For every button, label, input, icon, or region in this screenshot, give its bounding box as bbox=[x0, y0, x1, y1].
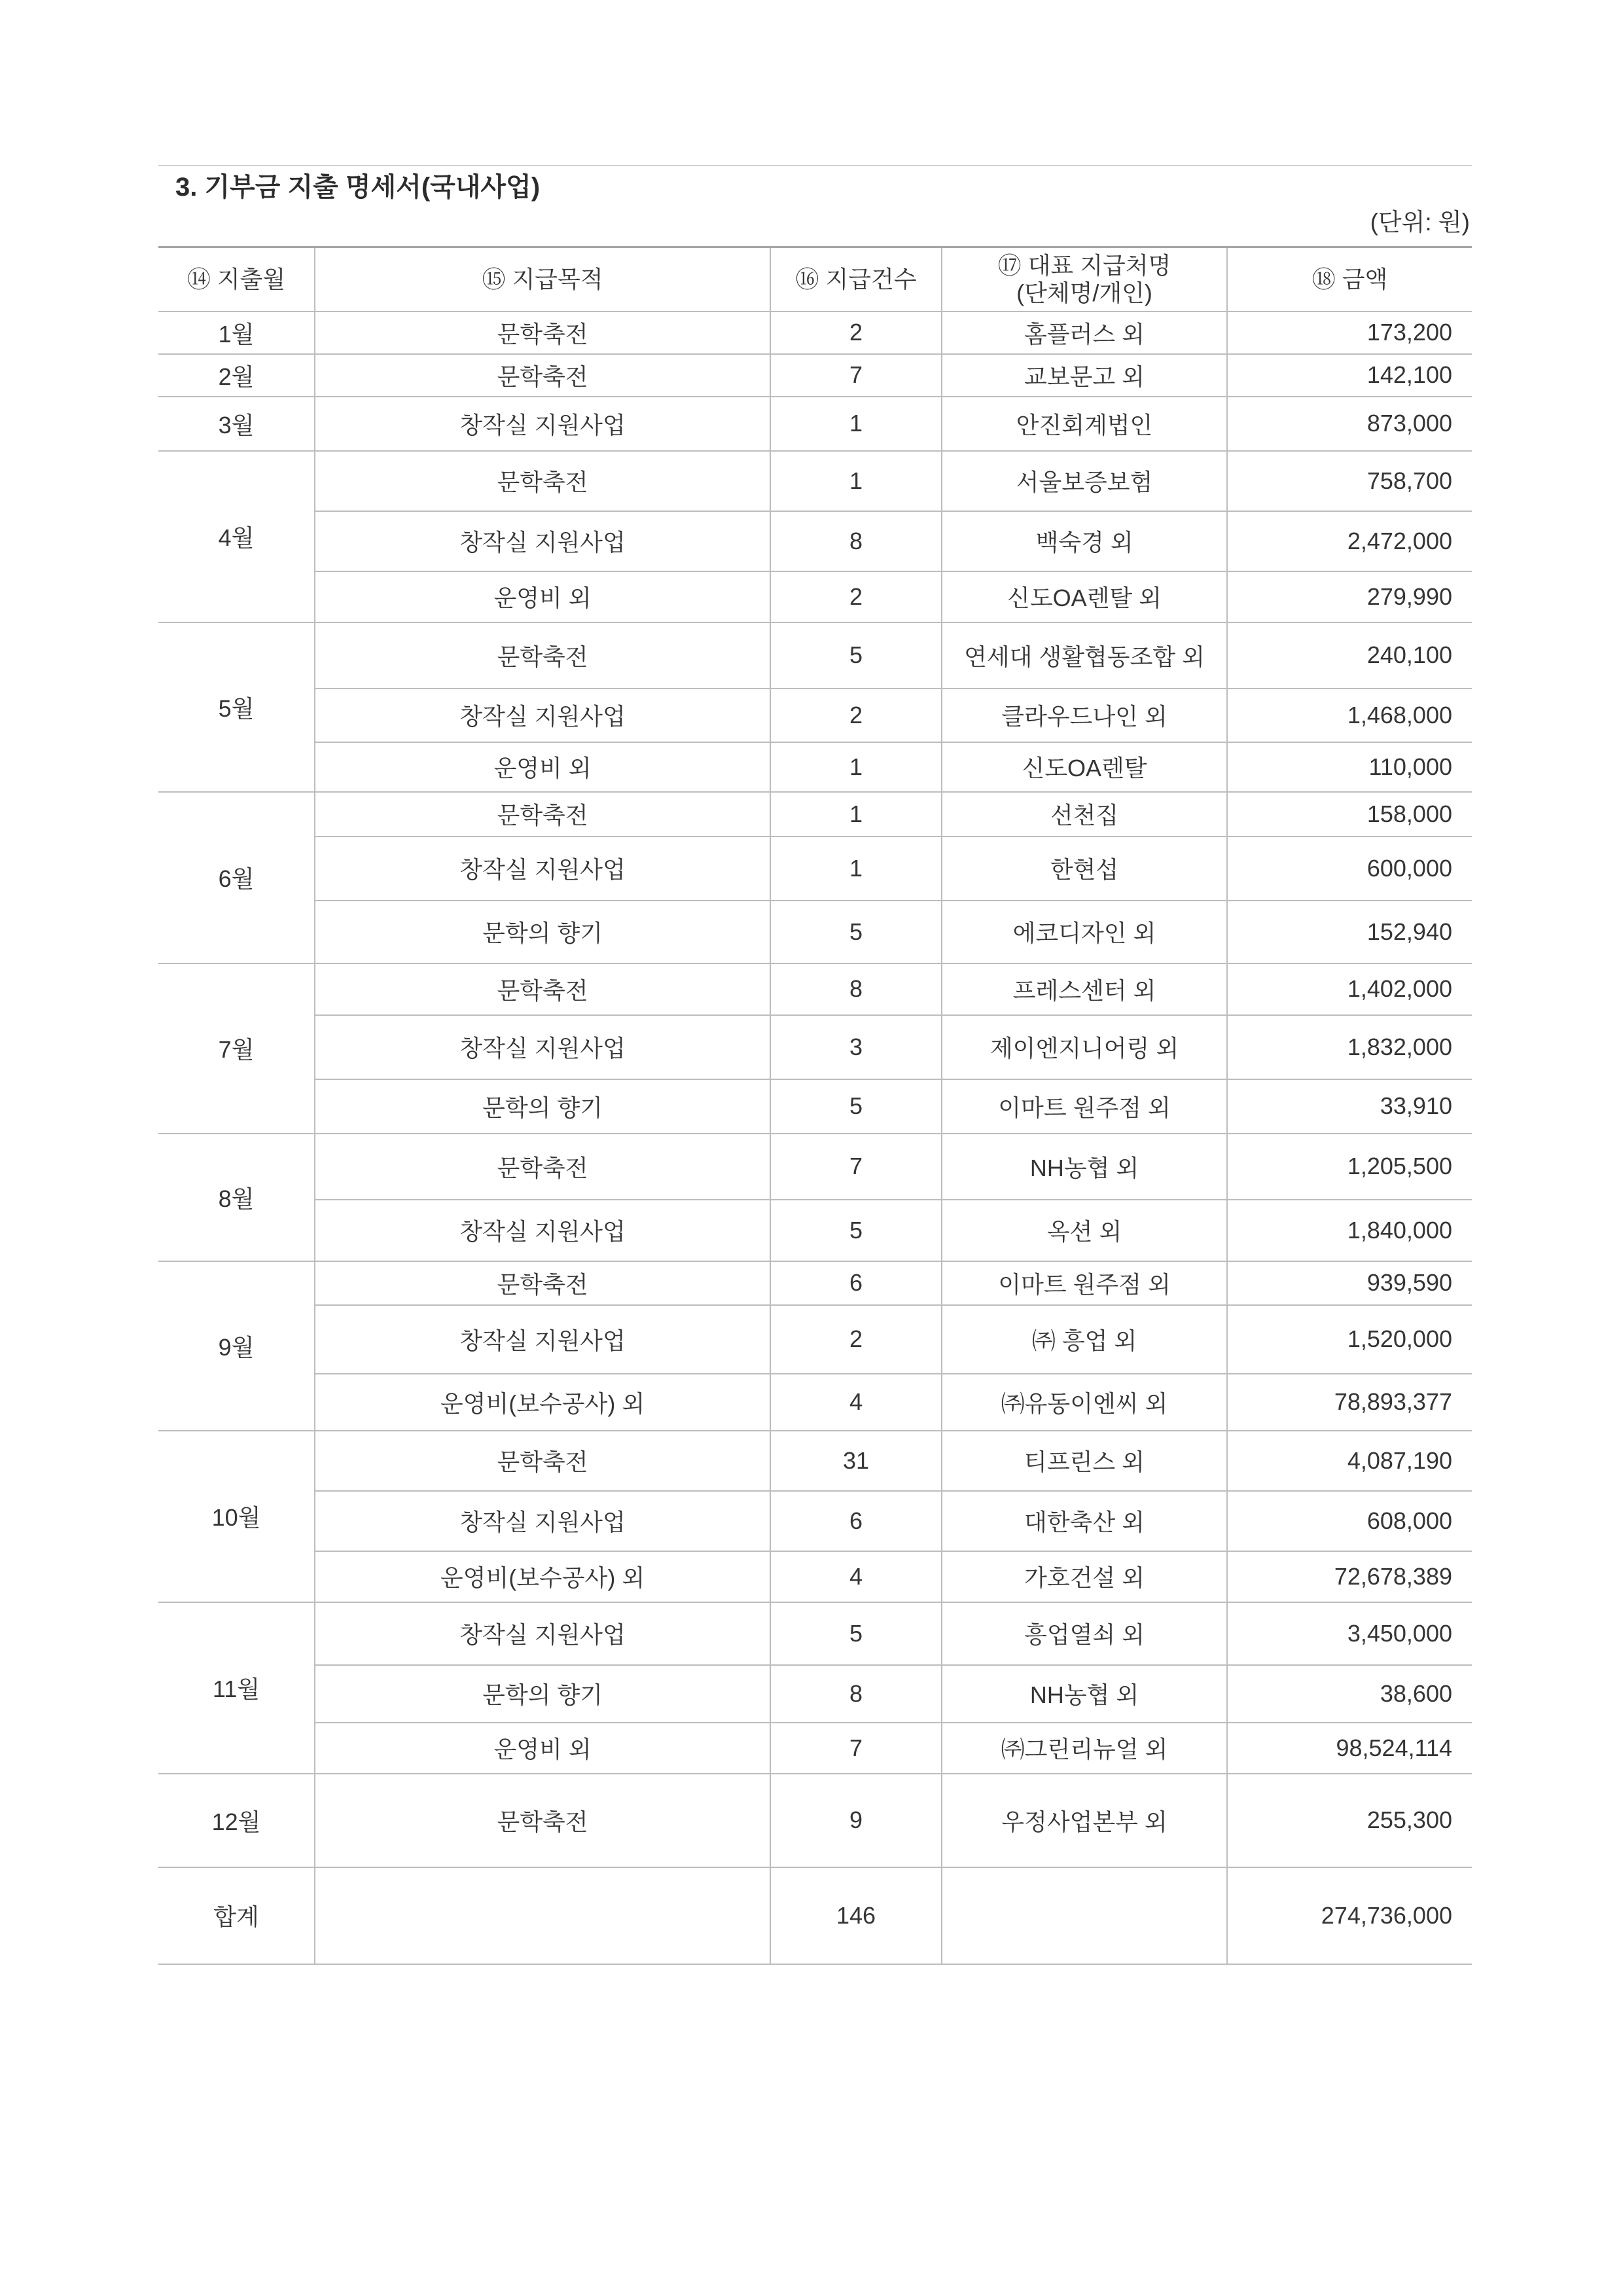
purpose-cell: 창작실 지원사업 bbox=[315, 836, 770, 901]
month-cell: 3월 bbox=[158, 397, 315, 451]
amount-cell: 873,000 bbox=[1227, 397, 1472, 451]
section-title: 3. 기부금 지출 명세서(국내사업) bbox=[175, 173, 541, 202]
month-cell: 12월 bbox=[158, 1774, 315, 1867]
amount-cell: 98,524,114 bbox=[1227, 1723, 1472, 1774]
count-cell: 2 bbox=[770, 571, 942, 622]
payee-cell: ㈜유동이엔씨 외 bbox=[942, 1374, 1227, 1431]
payee-cell: 옥션 외 bbox=[942, 1200, 1227, 1261]
payee-cell: 티프린스 외 bbox=[942, 1431, 1227, 1491]
amount-cell: 939,590 bbox=[1227, 1261, 1472, 1305]
count-cell: 5 bbox=[770, 1079, 942, 1134]
payee-cell: 신도OA렌탈 bbox=[942, 742, 1227, 792]
table-row bbox=[158, 451, 1472, 511]
table-body bbox=[158, 312, 1472, 1867]
payee-cell: 클라우드나인 외 bbox=[942, 689, 1227, 742]
table-row bbox=[158, 312, 1472, 354]
table-row bbox=[158, 571, 1472, 622]
count-cell: 8 bbox=[770, 963, 942, 1015]
amount-cell: 1,205,500 bbox=[1227, 1134, 1472, 1200]
table-row bbox=[158, 1774, 1472, 1867]
amount-cell: 1,402,000 bbox=[1227, 963, 1472, 1015]
payee-cell: 이마트 원주점 외 bbox=[942, 1079, 1227, 1134]
purpose-cell: 창작실 지원사업 bbox=[315, 511, 770, 571]
count-cell: 8 bbox=[770, 511, 942, 571]
month-cell: 6월 bbox=[158, 792, 315, 963]
purpose-cell: 문학축전 bbox=[315, 1134, 770, 1200]
payee-cell: 한현섭 bbox=[942, 836, 1227, 901]
count-cell: 2 bbox=[770, 1305, 942, 1374]
total-count: 146 bbox=[770, 1867, 942, 1964]
table-row bbox=[158, 622, 1472, 689]
table-row bbox=[158, 792, 1472, 836]
payee-cell: 에코디자인 외 bbox=[942, 901, 1227, 963]
payee-cell: 프레스센터 외 bbox=[942, 963, 1227, 1015]
amount-cell: 110,000 bbox=[1227, 742, 1472, 792]
payee-cell: 안진회계법인 bbox=[942, 397, 1227, 451]
payee-cell: 서울보증보험 bbox=[942, 451, 1227, 511]
count-cell: 5 bbox=[770, 1602, 942, 1665]
month-cell: 10월 bbox=[158, 1431, 315, 1602]
purpose-cell: 문학축전 bbox=[315, 354, 770, 397]
count-cell: 8 bbox=[770, 1665, 942, 1723]
table-row bbox=[158, 1134, 1472, 1200]
table-row bbox=[158, 836, 1472, 901]
header-count: ⑯ 지급건수 bbox=[770, 247, 942, 312]
count-cell: 2 bbox=[770, 312, 942, 354]
total-payee-cell bbox=[942, 1867, 1227, 1964]
amount-cell: 608,000 bbox=[1227, 1491, 1472, 1551]
table-row bbox=[158, 901, 1472, 963]
purpose-cell: 운영비(보수공사) 외 bbox=[315, 1551, 770, 1602]
table-row bbox=[158, 1665, 1472, 1723]
month-cell: 1월 bbox=[158, 312, 315, 354]
purpose-cell: 창작실 지원사업 bbox=[315, 397, 770, 451]
month-cell: 11월 bbox=[158, 1602, 315, 1774]
header-payee bbox=[942, 247, 1227, 312]
table-row bbox=[158, 397, 1472, 451]
purpose-cell: 문학축전 bbox=[315, 792, 770, 836]
amount-cell: 152,940 bbox=[1227, 901, 1472, 963]
purpose-cell: 문학의 향기 bbox=[315, 1665, 770, 1723]
table-row bbox=[158, 742, 1472, 792]
purpose-cell: 운영비 외 bbox=[315, 571, 770, 622]
payee-cell: 연세대 생활협동조합 외 bbox=[942, 622, 1227, 689]
month-cell: 8월 bbox=[158, 1134, 315, 1261]
table-row bbox=[158, 1374, 1472, 1431]
amount-cell: 758,700 bbox=[1227, 451, 1472, 511]
payee-cell: 우정사업본부 외 bbox=[942, 1774, 1227, 1867]
amount-cell: 1,840,000 bbox=[1227, 1200, 1472, 1261]
count-cell: 3 bbox=[770, 1015, 942, 1079]
header-amount: ⑱ 금액 bbox=[1227, 247, 1472, 312]
amount-cell: 33,910 bbox=[1227, 1079, 1472, 1134]
purpose-cell: 문학축전 bbox=[315, 963, 770, 1015]
count-cell: 1 bbox=[770, 451, 942, 511]
purpose-cell: 운영비 외 bbox=[315, 742, 770, 792]
amount-cell: 142,100 bbox=[1227, 354, 1472, 397]
purpose-cell: 운영비(보수공사) 외 bbox=[315, 1374, 770, 1431]
purpose-cell: 창작실 지원사업 bbox=[315, 1305, 770, 1374]
table-row bbox=[158, 1723, 1472, 1774]
table-row bbox=[158, 511, 1472, 571]
count-cell: 4 bbox=[770, 1374, 942, 1431]
count-cell: 7 bbox=[770, 354, 942, 397]
payee-cell: 가호건설 외 bbox=[942, 1551, 1227, 1602]
payee-cell: 이마트 원주점 외 bbox=[942, 1261, 1227, 1305]
month-cell: 7월 bbox=[158, 963, 315, 1134]
payee-cell: 교보문고 외 bbox=[942, 354, 1227, 397]
table-row bbox=[158, 1431, 1472, 1491]
top-divider bbox=[158, 165, 1472, 166]
count-cell: 6 bbox=[770, 1491, 942, 1551]
amount-cell: 3,450,000 bbox=[1227, 1602, 1472, 1665]
count-cell: 2 bbox=[770, 689, 942, 742]
purpose-cell: 창작실 지원사업 bbox=[315, 1602, 770, 1665]
table-row bbox=[158, 963, 1472, 1015]
purpose-cell: 창작실 지원사업 bbox=[315, 1200, 770, 1261]
header-row bbox=[158, 247, 1472, 312]
payee-cell: 홈플러스 외 bbox=[942, 312, 1227, 354]
payee-cell: NH농협 외 bbox=[942, 1665, 1227, 1723]
count-cell: 7 bbox=[770, 1134, 942, 1200]
month-cell: 9월 bbox=[158, 1261, 315, 1431]
table-row bbox=[158, 1261, 1472, 1305]
purpose-cell: 문학의 향기 bbox=[315, 901, 770, 963]
count-cell: 5 bbox=[770, 901, 942, 963]
table-row bbox=[158, 1491, 1472, 1551]
total-purpose-cell bbox=[315, 1867, 770, 1964]
table-row bbox=[158, 354, 1472, 397]
header-month: ⑭ 지출월 bbox=[158, 247, 315, 312]
table-row bbox=[158, 1079, 1472, 1134]
table-footer bbox=[158, 1867, 1472, 1964]
payee-cell: 백숙경 외 bbox=[942, 511, 1227, 571]
payee-cell: 신도OA렌탈 외 bbox=[942, 571, 1227, 622]
count-cell: 4 bbox=[770, 1551, 942, 1602]
table-row bbox=[158, 1305, 1472, 1374]
count-cell: 1 bbox=[770, 792, 942, 836]
count-cell: 5 bbox=[770, 1200, 942, 1261]
purpose-cell: 문학축전 bbox=[315, 1431, 770, 1491]
month-cell: 2월 bbox=[158, 354, 315, 397]
amount-cell: 1,468,000 bbox=[1227, 689, 1472, 742]
month-cell: 4월 bbox=[158, 451, 315, 622]
purpose-cell: 창작실 지원사업 bbox=[315, 1015, 770, 1079]
payee-cell: 흥업열쇠 외 bbox=[942, 1602, 1227, 1665]
purpose-cell: 창작실 지원사업 bbox=[315, 689, 770, 742]
purpose-cell: 창작실 지원사업 bbox=[315, 1491, 770, 1551]
purpose-cell: 문학축전 bbox=[315, 1774, 770, 1867]
payee-cell: ㈜ 흥업 외 bbox=[942, 1305, 1227, 1374]
table-row bbox=[158, 1551, 1472, 1602]
purpose-cell: 문학축전 bbox=[315, 451, 770, 511]
purpose-cell: 문학축전 bbox=[315, 1261, 770, 1305]
total-label: 합계 bbox=[158, 1867, 315, 1964]
amount-cell: 173,200 bbox=[1227, 312, 1472, 354]
header-payee-subtitle: (단체명/개인) bbox=[1016, 279, 1152, 306]
expenditure-table bbox=[158, 246, 1472, 1965]
header-purpose: ⑮ 지급목적 bbox=[315, 247, 770, 312]
amount-cell: 240,100 bbox=[1227, 622, 1472, 689]
amount-cell: 1,520,000 bbox=[1227, 1305, 1472, 1374]
amount-cell: 279,990 bbox=[1227, 571, 1472, 622]
count-cell: 5 bbox=[770, 622, 942, 689]
count-cell: 9 bbox=[770, 1774, 942, 1867]
payee-cell: 대한축산 외 bbox=[942, 1491, 1227, 1551]
purpose-cell: 운영비 외 bbox=[315, 1723, 770, 1774]
count-cell: 1 bbox=[770, 836, 942, 901]
table-row bbox=[158, 1015, 1472, 1079]
amount-cell: 255,300 bbox=[1227, 1774, 1472, 1867]
amount-cell: 158,000 bbox=[1227, 792, 1472, 836]
purpose-cell: 문학축전 bbox=[315, 622, 770, 689]
amount-cell: 38,600 bbox=[1227, 1665, 1472, 1723]
purpose-cell: 문학의 향기 bbox=[315, 1079, 770, 1134]
amount-cell: 1,832,000 bbox=[1227, 1015, 1472, 1079]
payee-cell: 제이엔지니어링 외 bbox=[942, 1015, 1227, 1079]
purpose-cell: 문학축전 bbox=[315, 312, 770, 354]
amount-cell: 600,000 bbox=[1227, 836, 1472, 901]
header-payee-title: ⑰ 대표 지급처명 bbox=[997, 251, 1171, 279]
table-row bbox=[158, 1200, 1472, 1261]
payee-cell: NH농협 외 bbox=[942, 1134, 1227, 1200]
table-header bbox=[158, 247, 1472, 312]
total-row bbox=[158, 1867, 1472, 1964]
amount-cell: 72,678,389 bbox=[1227, 1551, 1472, 1602]
payee-cell: 선천집 bbox=[942, 792, 1227, 836]
count-cell: 31 bbox=[770, 1431, 942, 1491]
unit-label: (단위: 원) bbox=[1370, 209, 1470, 236]
count-cell: 1 bbox=[770, 742, 942, 792]
count-cell: 1 bbox=[770, 397, 942, 451]
table-row bbox=[158, 689, 1472, 742]
month-cell: 5월 bbox=[158, 622, 315, 792]
total-amount: 274,736,000 bbox=[1227, 1867, 1472, 1964]
count-cell: 6 bbox=[770, 1261, 942, 1305]
payee-cell: ㈜그린리뉴얼 외 bbox=[942, 1723, 1227, 1774]
amount-cell: 78,893,377 bbox=[1227, 1374, 1472, 1431]
amount-cell: 4,087,190 bbox=[1227, 1431, 1472, 1491]
table-row bbox=[158, 1602, 1472, 1665]
count-cell: 7 bbox=[770, 1723, 942, 1774]
amount-cell: 2,472,000 bbox=[1227, 511, 1472, 571]
